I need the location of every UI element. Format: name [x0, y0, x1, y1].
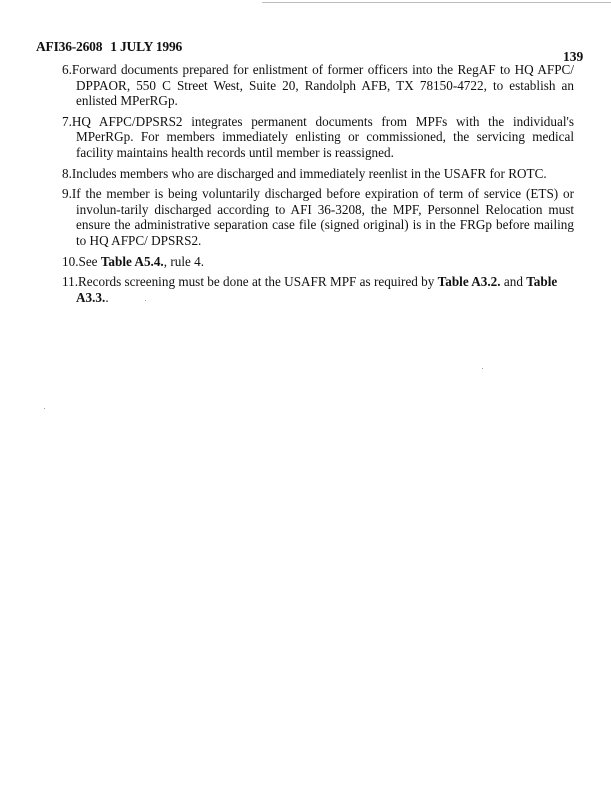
- document-date: 1 JULY 1996: [110, 39, 183, 54]
- running-header: [36, 39, 182, 55]
- scan-speck: [44, 408, 45, 409]
- table-reference: Table A3.3.: [76, 274, 558, 305]
- note-text: 11.Records screening must be done at the USAFR MPF as required by: [62, 274, 438, 290]
- note-6: 6.Forward documents prepared for enlistment of former officers into the RegAF to HQ AFPC/ DPPAOR, 550 C Street West, Suite 20, Randolph AFB, TX 78150-4722, to establish an enlisted MPerRGp.: [62, 62, 574, 109]
- scan-speck: [145, 300, 146, 301]
- note-11: [62, 274, 574, 305]
- note-text: .: [105, 289, 109, 305]
- note-10: [62, 254, 574, 270]
- note-text: and: [500, 274, 527, 290]
- note-text: 10.See: [62, 253, 101, 269]
- table-reference: Table A3.2.: [437, 274, 501, 290]
- scan-edge-line: [262, 2, 611, 3]
- page-number: 139: [563, 49, 584, 64]
- notes-list: [62, 62, 574, 310]
- note-8: 8.Includes members who are discharged and immediately reenlist in the USAFR for ROTC.: [62, 165, 547, 181]
- table-reference: Table A5.4.: [100, 253, 164, 269]
- note-7: 7.HQ AFPC/DPSRS2 integrates permanent documents from MPFs with the individual's MPerRGp. For members immediately enlisting or commissioned, the servicing medical facility maintains health records until member is reassigned.: [62, 113, 574, 160]
- note-text: , rule 4.: [163, 253, 205, 269]
- document-id: AFI36-2608: [36, 39, 103, 54]
- note-9: 9.If the member is being voluntarily discharged before expiration of term of service (ETS) or involun-tarily discharged according to AFI 36-3208, the MPF, Personnel Relocation must ensure the administrative separation case file (signed original) is in the FRGp before mailing to HQ AFPC/ DPSRS2.: [62, 186, 574, 248]
- scan-speck: [482, 368, 483, 369]
